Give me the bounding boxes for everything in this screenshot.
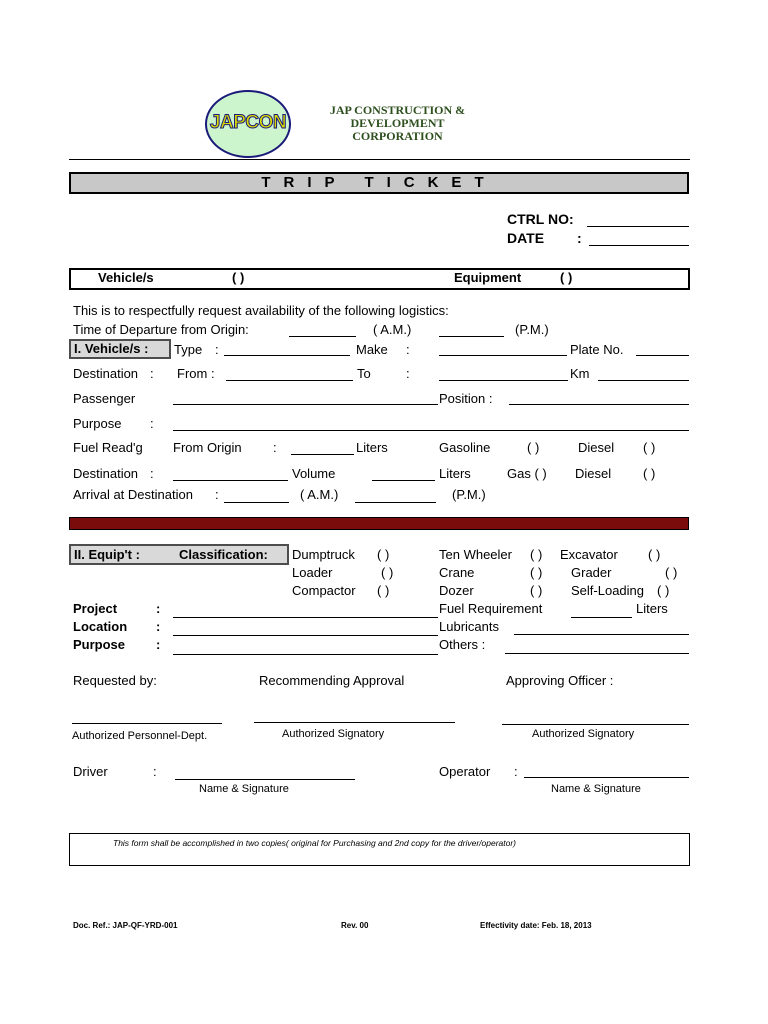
equipment-grader-checkbox[interactable]: ( ) [665, 565, 678, 580]
from-field[interactable] [226, 380, 353, 381]
doc-ref: Doc. Ref.: JAP-QF-YRD-001 [73, 921, 178, 930]
vehicles-checkbox[interactable]: ( ) [232, 270, 245, 285]
equipment-purpose-label: Purpose [73, 637, 126, 652]
location-label: Location [73, 619, 128, 634]
departure-label: Time of Departure from Origin: [73, 322, 249, 337]
lubricants-label: Lubricants [439, 619, 499, 634]
make-field[interactable] [439, 355, 567, 356]
make-label: Make [356, 342, 388, 357]
classification-label: Classification: [179, 547, 268, 562]
equipment-loader-checkbox[interactable]: ( ) [381, 565, 394, 580]
passenger-field[interactable] [173, 404, 438, 405]
arrival-pm-label: (P.M.) [452, 487, 486, 502]
vehicles-label: Vehicle/s [98, 270, 154, 285]
destination-fuel-label: Destination [73, 466, 139, 481]
recommending-approval-label: Recommending Approval [259, 673, 405, 688]
arrival-label: Arrival at Destination [73, 487, 193, 502]
equipment-excavator-checkbox[interactable]: ( ) [648, 547, 661, 562]
date-colon: : [577, 230, 582, 246]
destination-fuel-field[interactable] [173, 480, 288, 481]
position-label: Position : [439, 391, 493, 406]
driver-signature-line[interactable] [175, 779, 355, 780]
destination-fuel-colon: : [150, 466, 154, 481]
departure-pm-field[interactable] [439, 336, 504, 337]
project-colon: : [156, 601, 161, 616]
destination-label: Destination [73, 366, 139, 381]
departure-am-label: ( A.M.) [373, 322, 412, 337]
arrival-am-label: ( A.M.) [300, 487, 339, 502]
plate-label: Plate No. [570, 342, 624, 357]
approving-officer-label: Approving Officer : [506, 673, 614, 688]
fuel-requirement-field[interactable] [571, 617, 632, 618]
equipment-checkbox[interactable]: ( ) [560, 270, 573, 285]
requested-by-signature-line[interactable] [72, 723, 222, 724]
project-label: Project [73, 601, 118, 616]
volume-liters-label: Liters [439, 466, 471, 481]
revision: Rev. 00 [341, 921, 369, 930]
diesel-2-label: Diesel [575, 466, 612, 481]
authorized-personnel-caption: Authorized Personnel-Dept. [72, 730, 208, 742]
make-colon: : [406, 342, 410, 357]
equipment-section-header [69, 544, 289, 565]
equipment-grader-label: Grader [571, 565, 612, 580]
equipment-tenwheeler-checkbox[interactable]: ( ) [530, 547, 543, 562]
from-origin-colon: : [273, 440, 277, 455]
type-field[interactable] [224, 355, 350, 356]
logo-text: JAPCON [209, 112, 287, 133]
destination-colon: : [150, 366, 154, 381]
gas-checkbox[interactable]: Gas ( ) [507, 466, 547, 481]
from-label: From : [177, 366, 215, 381]
equipment-crane-checkbox[interactable]: ( ) [530, 565, 543, 580]
effectivity-date: Effectivity date: Feb. 18, 2013 [480, 921, 592, 930]
title-bar [69, 172, 689, 194]
equipment-dozer-checkbox[interactable]: ( ) [530, 583, 543, 598]
equipment-label: Equipment [454, 270, 522, 285]
approving-signature-line[interactable] [502, 724, 689, 725]
equipment-tenwheeler-label: Ten Wheeler [439, 547, 512, 562]
purpose-label: Purpose [73, 416, 122, 431]
vehicles-section-header: I. Vehicle/s : [69, 339, 171, 359]
equipment-selfloading-checkbox[interactable]: ( ) [657, 583, 670, 598]
arrival-colon: : [215, 487, 219, 502]
company-line-3: CORPORATION [352, 129, 443, 143]
date-label: DATE [507, 230, 545, 246]
operator-signature-line[interactable] [524, 777, 689, 778]
equipment-dozer-label: Dozer [439, 583, 474, 598]
equipment-compactor-checkbox[interactable]: ( ) [377, 583, 390, 598]
others-field[interactable] [505, 653, 689, 654]
intro-text: This is to respectfully request availability of the following logistics: [73, 303, 449, 318]
operator-label: Operator [439, 764, 491, 779]
driver-colon: : [153, 764, 157, 779]
gasoline-checkbox[interactable]: ( ) [527, 440, 540, 455]
equipment-header-label: II. Equip't : [74, 547, 140, 562]
type-colon: : [215, 342, 219, 357]
to-label: To [357, 366, 371, 381]
header-divider [69, 159, 690, 160]
driver-label: Driver [73, 764, 108, 779]
company-logo [205, 90, 291, 158]
from-origin-field[interactable] [291, 454, 354, 455]
arrival-am-field[interactable] [224, 502, 289, 503]
category-box [69, 268, 690, 290]
equipment-loader-label: Loader [292, 565, 333, 580]
equipment-dumptruck-label: Dumptruck [292, 547, 355, 562]
to-colon: : [406, 366, 410, 381]
equipment-selfloading-label: Self-Loading [571, 583, 644, 598]
operator-colon: : [514, 764, 518, 779]
fuel-reading-label: Fuel Read'g [73, 440, 143, 455]
lubricants-field[interactable] [514, 634, 689, 635]
page-title: TRIP TICKET [261, 174, 497, 191]
from-origin-label: From Origin [173, 440, 242, 455]
equipment-purpose-field[interactable] [173, 654, 438, 655]
location-colon: : [156, 619, 161, 634]
recommending-signature-line[interactable] [254, 722, 455, 723]
equipment-purpose-colon: : [156, 637, 161, 652]
approving-signatory-caption: Authorized Signatory [532, 728, 635, 740]
diesel-checkbox[interactable]: ( ) [643, 440, 656, 455]
equipment-excavator-label: Excavator [560, 547, 618, 562]
date-field[interactable] [589, 245, 689, 246]
gasoline-label: Gasoline [439, 440, 491, 455]
position-field[interactable] [509, 404, 689, 405]
location-field[interactable] [173, 635, 438, 636]
driver-name-signature-caption: Name & Signature [199, 783, 289, 795]
liters-label: Liters [356, 440, 388, 455]
purpose-field[interactable] [173, 430, 689, 431]
equipment-dumptruck-checkbox[interactable]: ( ) [377, 547, 390, 562]
instructions-text: This form shall be accomplished in two copies( original for Purchasing and 2nd copy for the driver/operator) [113, 838, 517, 848]
project-field[interactable] [173, 617, 438, 618]
plate-field[interactable] [636, 355, 689, 356]
equipment-compactor-label: Compactor [292, 583, 356, 598]
company-name [310, 104, 485, 143]
km-field[interactable] [598, 380, 689, 381]
departure-pm-label: (P.M.) [515, 322, 549, 337]
diesel-label: Diesel [578, 440, 615, 455]
volume-field[interactable] [372, 480, 435, 481]
departure-am-field[interactable] [289, 336, 356, 337]
others-label: Others : [439, 637, 486, 652]
equipment-crane-label: Crane [439, 565, 475, 580]
km-label: Km [570, 366, 590, 381]
volume-label: Volume [292, 466, 336, 481]
requested-by-label: Requested by: [73, 673, 157, 688]
company-line-1: JAP CONSTRUCTION & [329, 103, 466, 117]
recommending-signatory-caption: Authorized Signatory [282, 728, 385, 740]
type-label: Type [174, 342, 203, 357]
fuel-requirement-liters: Liters [636, 601, 668, 616]
diesel-2-checkbox[interactable]: ( ) [643, 466, 656, 481]
purpose-colon: : [150, 416, 154, 431]
to-field[interactable] [439, 380, 568, 381]
company-line-2: DEVELOPMENT [350, 116, 445, 130]
section-divider-bar [69, 517, 689, 530]
ctrl-no-field[interactable] [587, 226, 689, 227]
instructions-box [69, 833, 690, 866]
arrival-pm-field[interactable] [355, 502, 436, 503]
fuel-requirement-label: Fuel Requirement [439, 601, 543, 616]
operator-name-signature-caption: Name & Signature [551, 783, 641, 795]
passenger-label: Passenger [73, 391, 136, 406]
ctrl-no-label: CTRL NO: [507, 211, 574, 227]
